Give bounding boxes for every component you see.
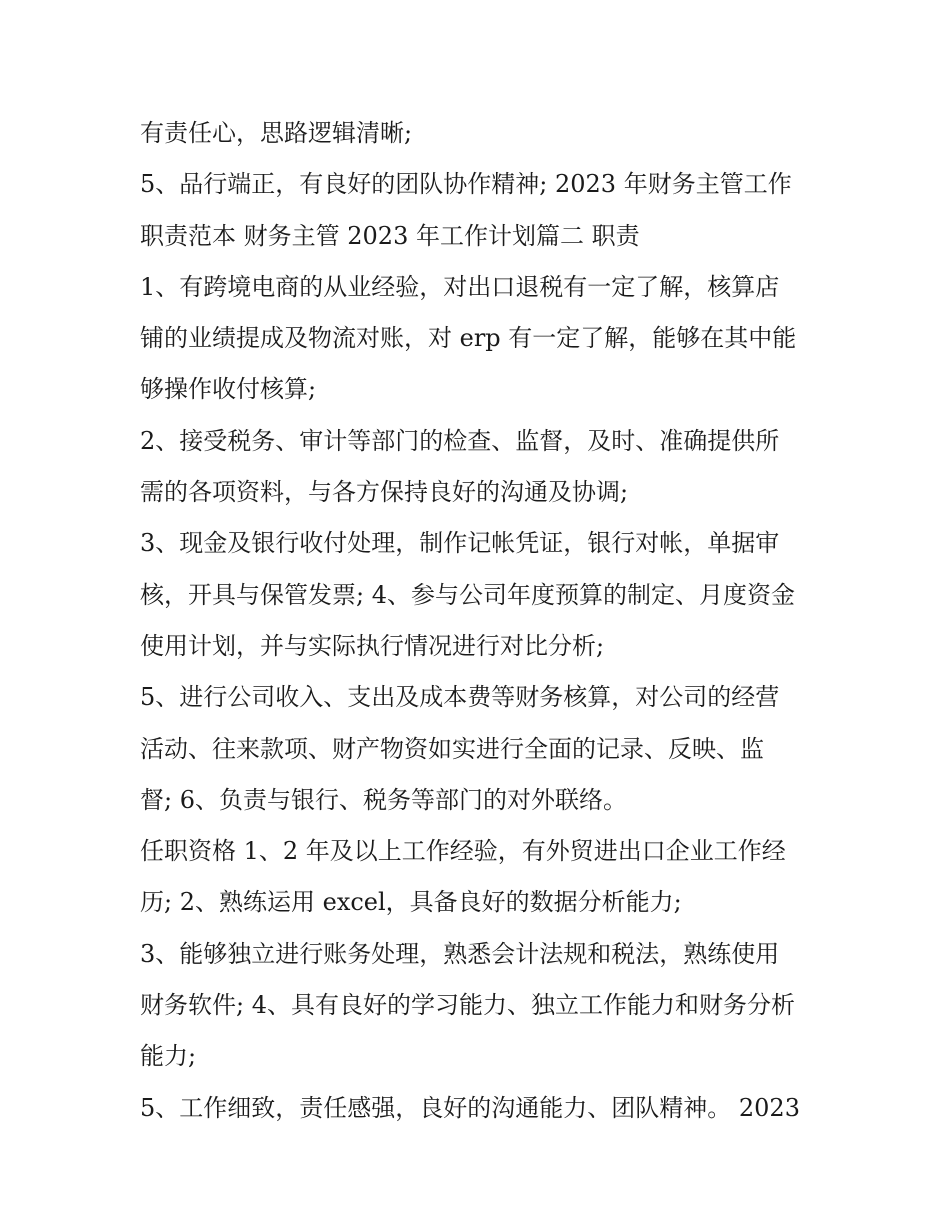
text-line: 需的各项资料，与各方保持良好的沟通及协调;	[140, 478, 629, 507]
text-line: 能力;	[140, 1042, 197, 1071]
text-line: 财务软件; 4、具有良好的学习能力、独立工作能力和财务分析	[140, 991, 795, 1020]
text-line: 2、接受税务、审计等部门的检查、监督，及时、准确提供所	[140, 426, 780, 455]
text-line: 3、现金及银行收付处理，制作记帐凭证，银行对帐，单据审	[140, 529, 780, 558]
text-line: 任职资格 1、2 年及以上工作经验，有外贸进出口企业工作经	[140, 837, 786, 866]
text-line: 有责任心，思路逻辑清晰;	[140, 119, 413, 147]
text-line: 活动、往来款项、财产物资如实进行全面的记录、反映、监	[140, 734, 764, 763]
text-line: 铺的业绩提成及物流对账，对 erp 有一定了解，能够在其中能	[140, 324, 797, 353]
text-line: 使用计划，并与实际执行情况进行对比分析;	[140, 631, 605, 660]
text-line: 5、进行公司收入、支出及成本费等财务核算，对公司的经营	[140, 683, 780, 712]
text-line: 核，开具与保管发票; 4、参与公司年度预算的制定、月度资金	[140, 580, 795, 609]
text-line: 历; 2、熟练运用 excel，具备良好的数据分析能力;	[140, 888, 682, 917]
text-line: 3、能够独立进行账务处理，熟悉会计法规和税法，熟练使用	[140, 939, 780, 968]
text-line: 5、品行端正，有良好的团队协作精神; 2023 年财务主管工作	[140, 170, 792, 199]
document-body	[140, 108, 820, 1134]
text-line: 1、有跨境电商的从业经验，对出口退税有一定了解，核算店	[140, 272, 780, 301]
text-line: 够操作收付核算;	[140, 375, 317, 404]
text-line: 5、工作细致，责任感强，良好的沟通能力、团队精神。 2023	[140, 1093, 800, 1122]
text-line: 督; 6、负责与银行、税务等部门的对外联络。	[140, 785, 627, 814]
text-line: 职责范本 财务主管 2023 年工作计划篇二 职责	[140, 221, 640, 250]
